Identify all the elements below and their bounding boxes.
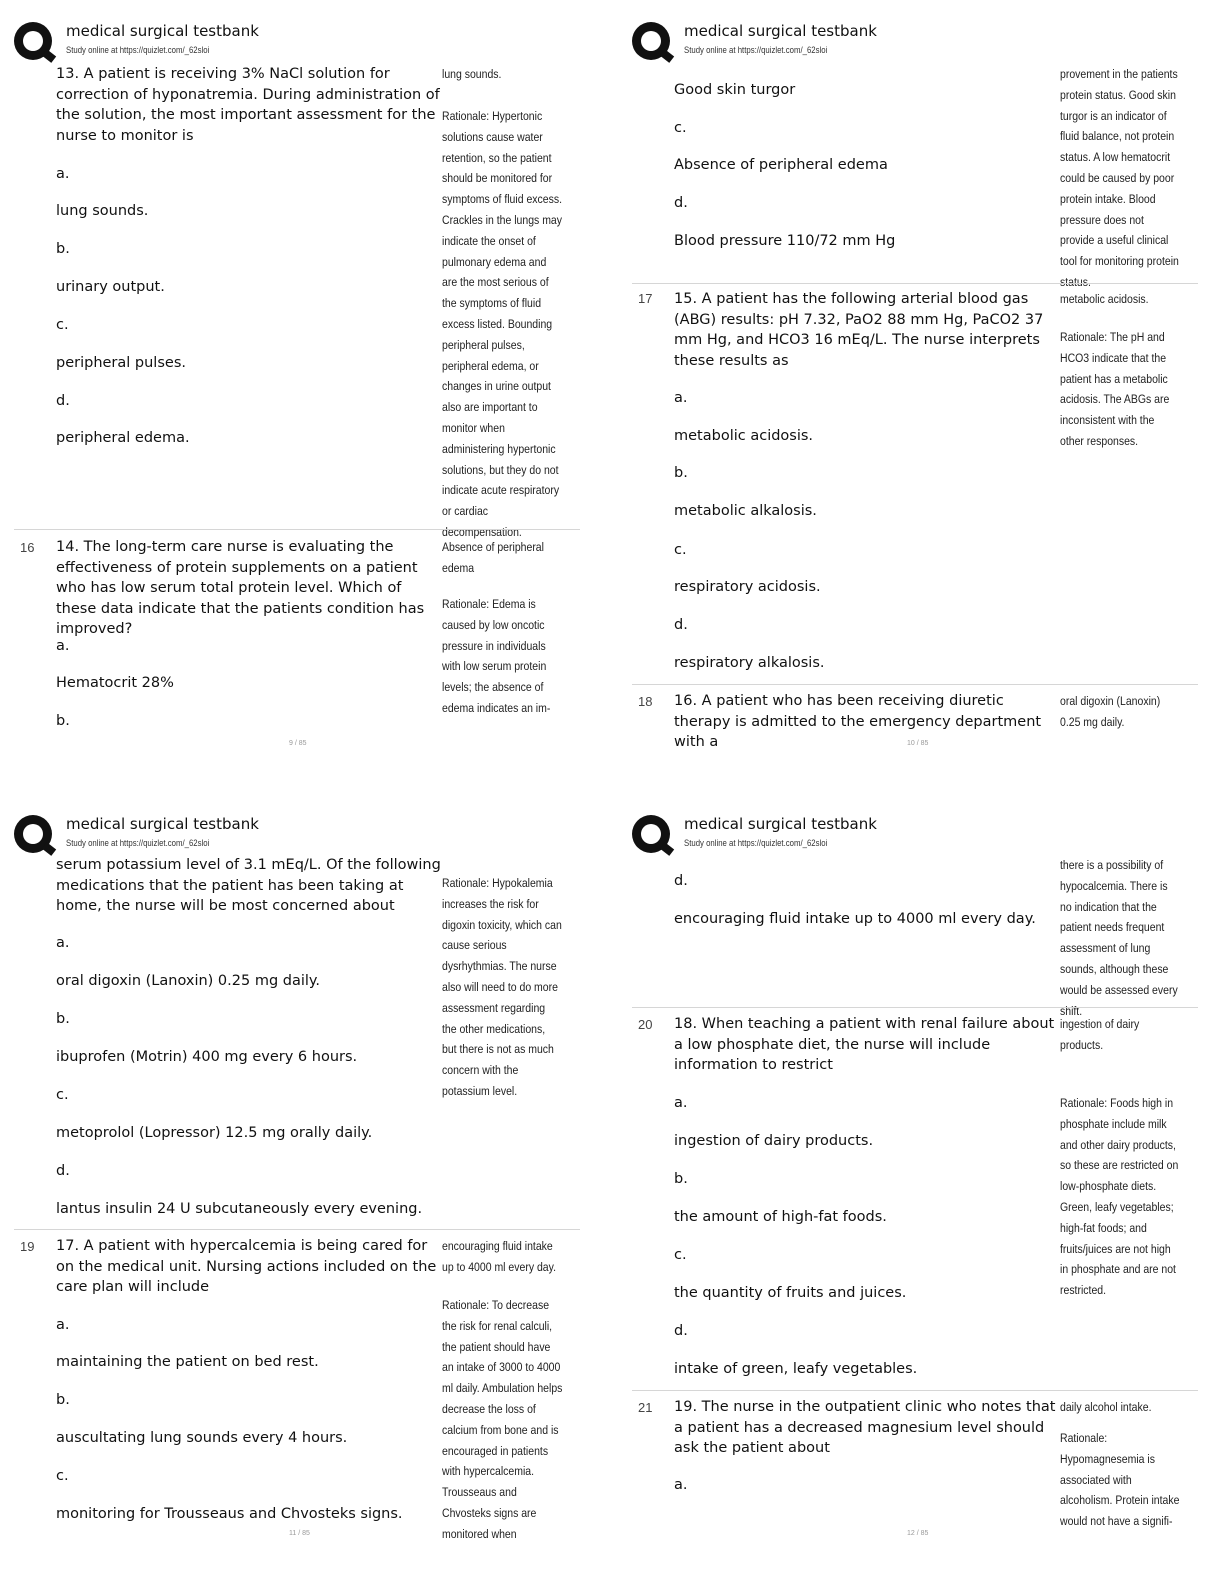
option-letter: d. — [674, 617, 688, 633]
option-text: respiratory acidosis. — [674, 579, 821, 595]
option-text: oral digoxin (Lanoxin) 0.25 mg daily. — [56, 973, 321, 989]
option-text: ingestion of dairy products. — [674, 1133, 874, 1149]
option-letter: d. — [674, 1323, 688, 1339]
rationale-18: Rationale: Foods high in phosphate include milk and other dairy products, so these are restricted on low-phosphate diets. Green, leafy vegetables; high-fat foods; and fruits/juices are not high in phosphate and are not restricted. — [1060, 1096, 1179, 1298]
page-number: 9 / 85 — [289, 740, 307, 747]
option-text: respiratory alkalosis. — [674, 655, 825, 671]
answer-15: metabolic acidosis. — [1060, 292, 1149, 306]
option-letter: c. — [56, 1468, 69, 1484]
option-letter: c. — [674, 1247, 687, 1263]
rationale-15: Rationale: The pH and HCO3 indicate that the patient has a metabolic acidosis. The ABGs are inconsistent with the other responses. — [1060, 330, 1170, 448]
option-letter: a. — [674, 1477, 688, 1493]
option-letter: a. — [674, 1095, 688, 1111]
option-letter: d. — [56, 393, 70, 409]
rationale-14-continued: provement in the patients protein status. Good skin turgor is an indicator of fluid balance, not protein status. A low hematocrit could be caused by poor protein intake. Blood pressure does not provide a useful clinical tool for monitoring protein status. — [1060, 67, 1179, 289]
option-letter: d. — [56, 1163, 70, 1179]
answer-17: encouraging fluid intake up to 4000 ml every day. — [442, 1239, 557, 1274]
page-number: 10 / 85 — [907, 740, 929, 747]
header-subtitle[interactable]: Study online at https://quizlet.com/_62sloi — [684, 45, 828, 56]
divider — [632, 684, 1198, 685]
header-title: medical surgical testbank — [684, 22, 877, 40]
answer-16: oral digoxin (Lanoxin) 0.25 mg daily. — [1060, 694, 1161, 729]
question-15-text: 15. A patient has the following arterial blood gas (ABG) results: pH 7.32, PaO2 88 mm Hg, PaCO2 37 mm Hg, and HCO3 16 mEq/L. The nurse interprets these results as — [674, 291, 1044, 369]
option-text: auscultating lung sounds every 4 hours. — [56, 1430, 348, 1446]
option-letter: b. — [674, 1171, 688, 1187]
rationale-13: Rationale: Hypertonic solutions cause water retention, so the patient should be monitored for symptoms of fluid excess. Crackles in the lungs may indicate the onset of pulmonary edema and are the most serious of the symptoms of fluid excess listed. Bounding peripheral pulses, peripheral edema, or changes in urine output also are important to monitor when administering hypertonic solutions, but they do not indicate acute respiratory or cardiac decompensation. — [442, 109, 563, 539]
question-19-text: 19. The nurse in the outpatient clinic who notes that a patient has a decreased magnesium level should ask the patient about — [674, 1399, 1056, 1456]
option-text: the quantity of fruits and juices. — [674, 1285, 907, 1301]
option-letter: c. — [56, 317, 69, 333]
option-letter: c. — [674, 120, 687, 136]
page-header — [632, 811, 1192, 855]
quizlet-logo-icon — [632, 22, 670, 60]
answer-18: ingestion of dairy products. — [1060, 1017, 1140, 1052]
option-letter: a. — [56, 1317, 70, 1333]
option-text: peripheral edema. — [56, 430, 190, 446]
page-10 — [618, 10, 1218, 770]
option-text: monitoring for Trousseaus and Chvosteks signs. — [56, 1506, 403, 1522]
quizlet-logo-icon — [632, 815, 670, 853]
quizlet-logo-icon — [14, 22, 52, 60]
header-title: medical surgical testbank — [66, 815, 259, 833]
page-number: 12 / 85 — [907, 1530, 929, 1537]
question-number: 18 — [638, 694, 653, 709]
rationale-19: Rationale: Hypomagnesemia is associated with alcoholism. Protein intake would not have a signifi- — [1060, 1431, 1180, 1529]
answer-14: Absence of peripheral edema — [442, 540, 544, 575]
option-text: lung sounds. — [56, 203, 149, 219]
option-text: metabolic alkalosis. — [674, 503, 817, 519]
header-subtitle[interactable]: Study online at https://quizlet.com/_62sloi — [66, 838, 210, 849]
option-letter: c. — [674, 542, 687, 558]
option-letter: d. — [674, 873, 688, 889]
quizlet-logo-icon — [14, 815, 52, 853]
option-text: ibuprofen (Motrin) 400 mg every 6 hours. — [56, 1049, 358, 1065]
option-letter: b. — [56, 1392, 70, 1408]
answer-19: daily alcohol intake. — [1060, 1400, 1152, 1414]
rationale-14: Rationale: Edema is caused by low oncotic pressure in individuals with low serum protein levels; the absence of edema indicates an im- — [442, 597, 551, 715]
page-number: 11 / 85 — [289, 1530, 310, 1537]
page-header — [632, 18, 1192, 62]
option-text: intake of green, leafy vegetables. — [674, 1361, 918, 1377]
divider — [14, 1229, 580, 1230]
page-header — [14, 18, 574, 62]
option-letter: a. — [674, 390, 688, 406]
option-text: lantus insulin 24 U subcutaneously every evening. — [56, 1201, 423, 1217]
rationale-17: Rationale: To decrease the risk for renal calculi, the patient should have an intake of 3000 to 4000 ml daily. Ambulation helps decrease the loss of calcium from bone and is encouraged in patients with hypercalcemia. Trousseaus and Chvosteks signs are monitored when — [442, 1298, 563, 1541]
question-14-text: 14. The long-term care nurse is evaluating the effectiveness of protein supplements on a patient who has low serum total protein level. Which of these data indicate that the patients condition has improved? — [56, 539, 425, 637]
option-letter: b. — [56, 1011, 70, 1027]
question-number: 19 — [20, 1239, 35, 1254]
option-text: urinary output. — [56, 279, 165, 295]
question-number: 21 — [638, 1400, 653, 1415]
question-number: 17 — [638, 291, 653, 306]
option-text: metabolic acidosis. — [674, 428, 814, 444]
question-number: 16 — [20, 540, 35, 555]
option-letter: a. — [56, 935, 70, 951]
page-12 — [618, 803, 1218, 1563]
question-13-text: 13. A patient is receiving 3% NaCl solution for correction of hyponatremia. During administration of the solution, the most important assessment for the nurse to monitor is — [56, 66, 440, 144]
option-text: Blood pressure 110/72 mm Hg — [674, 233, 896, 249]
option-text: Hematocrit 28% — [56, 675, 174, 691]
option-text: peripheral pulses. — [56, 355, 186, 371]
option-text: metoprolol (Lopressor) 12.5 mg orally daily. — [56, 1125, 373, 1141]
divider — [14, 529, 580, 530]
option-letter: a. — [56, 166, 70, 182]
option-letter: a. — [56, 638, 70, 654]
header-title: medical surgical testbank — [66, 22, 259, 40]
option-text: Absence of peripheral edema — [674, 157, 888, 173]
option-text: encouraging fluid intake up to 4000 ml every day. — [674, 911, 1036, 927]
option-letter: d. — [674, 195, 688, 211]
answer-13: lung sounds. — [442, 67, 502, 81]
header-title: medical surgical testbank — [684, 815, 877, 833]
question-18-text: 18. When teaching a patient with renal failure about a low phosphate diet, the nurse will include information to restrict — [674, 1016, 1055, 1073]
option-letter: c. — [56, 1087, 69, 1103]
page-11 — [0, 803, 600, 1563]
question-17-text: 17. A patient with hypercalcemia is being cared for on the medical unit. Nursing actions included on the care plan will include — [56, 1238, 437, 1295]
question-16-text: 16. A patient who has been receiving diuretic therapy is admitted to the emergency department with a — [674, 693, 1042, 750]
option-letter: b. — [674, 465, 688, 481]
option-letter: b. — [56, 713, 70, 729]
question-number: 20 — [638, 1017, 653, 1032]
option-text: the amount of high-fat foods. — [674, 1209, 887, 1225]
rationale-16: Rationale: Hypokalemia increases the risk for digoxin toxicity, which can cause serious dysrhythmias. The nurse also will need to do more assessment regarding the other medications, but there is not as much concern with the potassium level. — [442, 876, 562, 1098]
question-16-text-continued: serum potassium level of 3.1 mEq/L. Of the following medications that the patient has been taking at home, the nurse will be most concerned about — [56, 857, 441, 914]
option-text: maintaining the patient on bed rest. — [56, 1354, 319, 1370]
option-text: Good skin turgor — [674, 82, 796, 98]
page-9 — [0, 10, 600, 770]
page-header — [14, 811, 574, 855]
divider — [632, 283, 1198, 284]
divider — [632, 1390, 1198, 1391]
rationale-17-continued: there is a possibility of hypocalcemia. There is no indication that the patient needs frequent assessment of lung sounds, although these would be assessed every shift. — [1060, 858, 1178, 1018]
option-letter: b. — [56, 241, 70, 257]
header-subtitle[interactable]: Study online at https://quizlet.com/_62sloi — [66, 45, 210, 56]
divider — [632, 1007, 1198, 1008]
header-subtitle[interactable]: Study online at https://quizlet.com/_62sloi — [684, 838, 828, 849]
